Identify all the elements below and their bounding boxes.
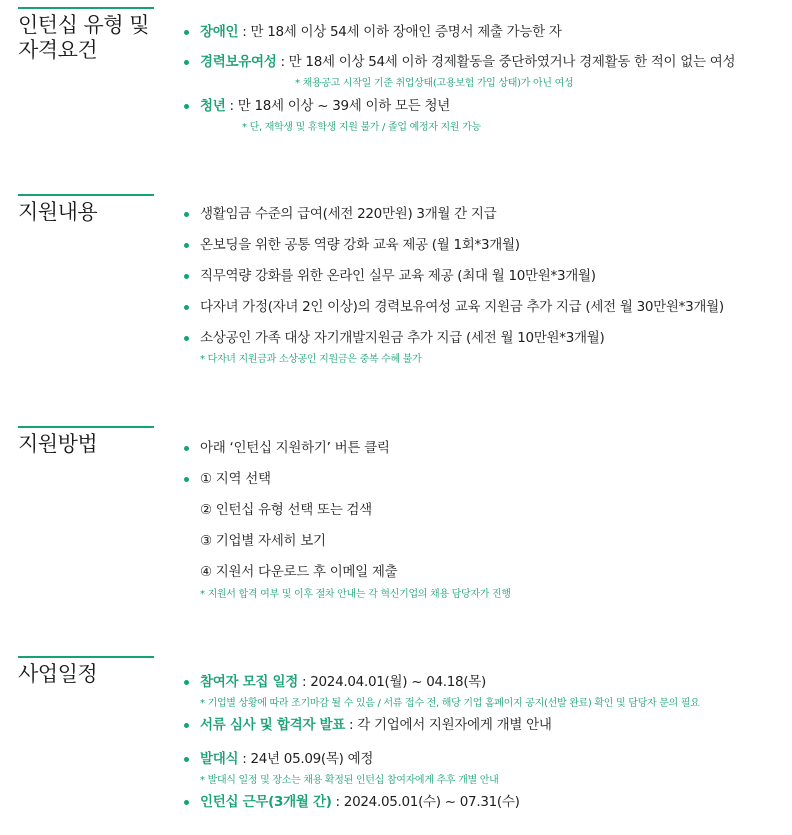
section-accent-bar <box>18 656 154 658</box>
item-text: ① 지역 선택 <box>200 471 271 487</box>
item-label: 인턴십 근무(3개월 간) <box>200 794 332 810</box>
bullet-icon <box>184 60 189 65</box>
item-text: ④ 지원서 다운로드 후 이메일 제출 <box>200 564 398 580</box>
bullet-icon <box>184 212 189 217</box>
bullet-icon <box>184 336 189 341</box>
section-title: 지원내용 <box>18 200 98 224</box>
item-text: 다자녀 가정(자녀 2인 이상)의 경력보유여성 교육 지원금 추가 지급 (세전 월 30만원*3개월) <box>200 299 724 315</box>
bullet-icon <box>184 305 189 310</box>
bullet-icon <box>184 477 189 482</box>
bullet-icon <box>184 446 189 451</box>
bullet-icon <box>184 104 189 109</box>
item-label: 서류 심사 및 합격자 발표 <box>200 717 346 733</box>
section-title: 사업일정 <box>18 662 98 686</box>
item-note: * 발대식 일정 및 장소는 채용 확정된 인턴십 참여자에게 추후 개별 안내 <box>200 775 499 786</box>
bullet-icon <box>184 757 189 762</box>
item-text: : 24년 05.09(목) 예정 <box>238 751 374 767</box>
item-label: 청년 <box>200 98 226 114</box>
item-label: 경력보유여성 <box>200 54 277 70</box>
item-text: 생활임금 수준의 급여(세전 220만원) 3개월 간 지급 <box>200 206 497 222</box>
item-note: * 기업별 상황에 따라 조기마감 될 수 있음 / 서류 접수 전, 해당 기업 홈페이지 공지(선발 완료) 확인 및 담당자 문의 필요 <box>200 698 700 709</box>
item-text: : 만 18세 이상 54세 이하 장애인 증명서 제출 가능한 자 <box>238 24 562 40</box>
item-text: 아래 ‘인턴십 지원하기’ 버튼 클릭 <box>200 440 390 456</box>
item-text: : 2024.04.01(월) ~ 04.18(목) <box>298 674 487 690</box>
item-text: : 2024.05.01(수) ~ 07.31(수) <box>331 794 520 810</box>
item-note: * 지원서 합격 여부 및 이후 절차 안내는 각 혁신기업의 채용 담당자가 진행 <box>200 589 511 600</box>
item-label: 참여자 모집 일정 <box>200 674 298 690</box>
section-header <box>18 426 158 457</box>
bullet-icon <box>184 723 189 728</box>
item-text: 온보딩을 위한 공통 역량 강화 교육 제공 (월 1회*3개월) <box>200 237 520 253</box>
item-note: * 단, 재학생 및 휴학생 지원 불가 / 졸업 예정자 지원 가능 <box>242 122 481 133</box>
item-label: 장애인 <box>200 24 239 40</box>
section-header <box>18 7 158 63</box>
item-text: 소상공인 가족 대상 자기개발지원금 추가 지급 (세전 월 10만원*3개월) <box>200 330 605 346</box>
section-title: 인턴십 유형 및 자격요건 <box>18 13 150 62</box>
item-text: : 만 18세 이상 ~ 39세 이하 모든 청년 <box>225 98 450 114</box>
item-text: ③ 기업별 자세히 보기 <box>200 533 326 549</box>
bullet-icon <box>184 243 189 248</box>
bullet-icon <box>184 30 189 35</box>
item-text: ② 인턴십 유형 선택 또는 검색 <box>200 502 372 518</box>
section-title: 지원방법 <box>18 432 98 456</box>
section-accent-bar <box>18 194 154 196</box>
item-note: * 채용공고 시작일 기준 취업상태(고용보험 가입 상태)가 아닌 여성 <box>295 78 574 89</box>
bullet-icon <box>184 800 189 805</box>
bullet-icon <box>184 680 189 685</box>
item-text: 직무역량 강화를 위한 온라인 실무 교육 제공 (최대 월 10만원*3개월) <box>200 268 596 284</box>
item-note: * 다자녀 지원금과 소상공인 지원금은 중복 수혜 불가 <box>200 354 422 365</box>
item-text: : 각 기업에서 지원자에게 개별 안내 <box>345 717 552 733</box>
item-text: : 만 18세 이상 54세 이하 경제활동을 중단하였거나 경제활동 한 적이 없는 여성 <box>276 54 736 70</box>
item-label: 발대식 <box>200 751 239 767</box>
section-accent-bar <box>18 7 154 9</box>
section-header <box>18 194 158 225</box>
section-header <box>18 656 158 687</box>
bullet-icon <box>184 274 189 279</box>
section-accent-bar <box>18 426 154 428</box>
